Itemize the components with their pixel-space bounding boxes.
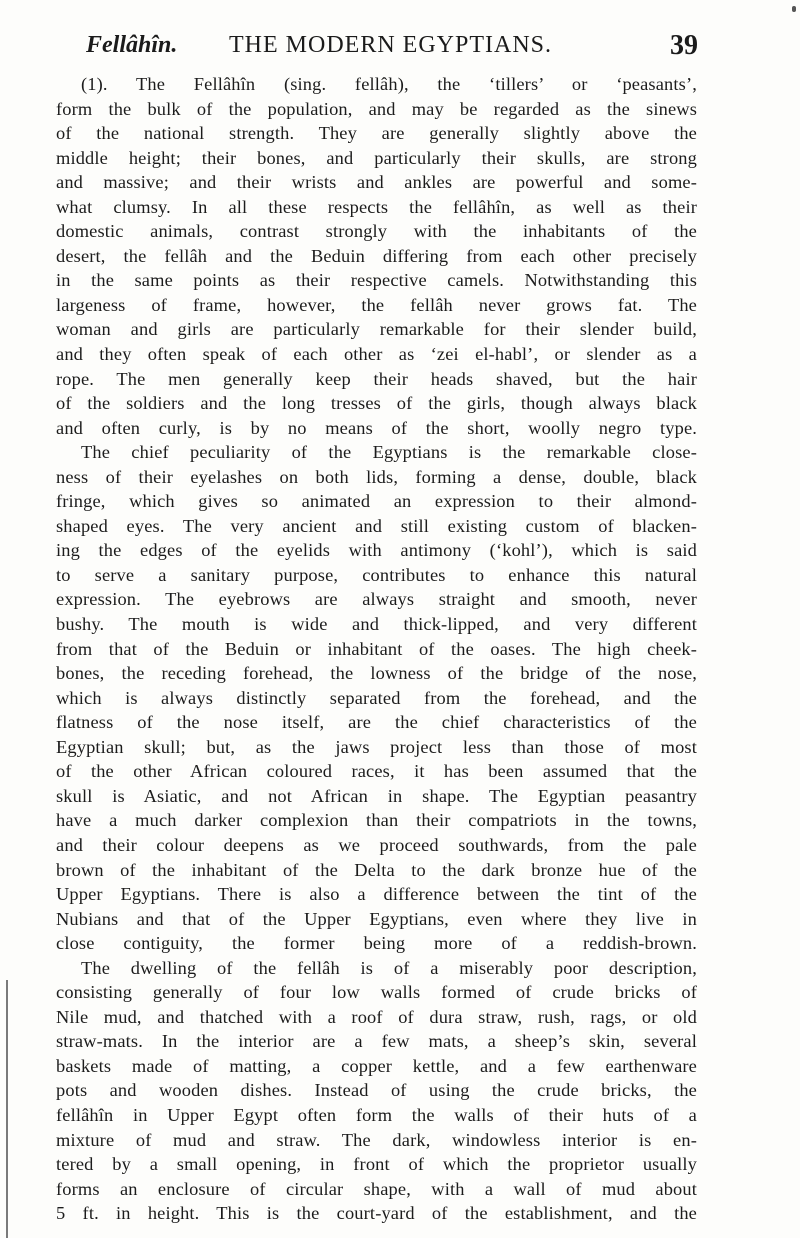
text-line: and massive; and their wrists and ankles are powerful and some- [56, 172, 697, 193]
text-line: rope. The men generally keep their heads shaved, but the hair [56, 368, 697, 389]
text-line: domestic animals, contrast strongly with the inhabitants of the [56, 221, 697, 242]
text-line: and they often speak of each other as ‘zei el-habl’, or slender as a [56, 344, 697, 365]
text-line: Upper Egyptians. There is also a difference between the tint of the [56, 884, 697, 905]
text-line: ing the edges of the eyelids with antimony (‘kohl’), which is said [56, 540, 697, 561]
text-line: forms an enclosure of circular shape, with a wall of mud about [56, 1178, 697, 1199]
page-number: 39 [670, 30, 698, 61]
text-line: brown of the inhabitant of the Delta to the dark bronze hue of the [56, 859, 697, 880]
text-line: pots and wooden dishes. Instead of using the crude bricks, the [56, 1080, 697, 1101]
text-line: tered by a small opening, in front of which the proprietor usually [56, 1154, 697, 1175]
text-line: fringe, which gives so animated an expression to their almond- [56, 491, 697, 512]
header-book-title: THE MODERN EGYPTIANS. [229, 32, 552, 58]
text-line: desert, the fellâh and the Beduin differing from each other precisely [56, 245, 697, 266]
text-line: and often curly, is by no means of the short, woolly negro type. [56, 417, 697, 438]
text-line: (1). The Fellâhîn (sing. fellâh), the ‘tillers’ or ‘peasants’, [81, 74, 697, 94]
text-line: The dwelling of the fellâh is of a miserably poor description, [81, 957, 697, 978]
text-line: consisting generally of four low walls formed of crude bricks of [56, 982, 697, 1003]
text-line: of the other African coloured races, it has been assumed that the [56, 761, 697, 782]
text-line: Egyptian skull; but, as the jaws project less than those of most [56, 736, 697, 757]
text-line: have a much darker complexion than their compatriots in the towns, [56, 810, 697, 831]
text-line: largeness of frame, however, the fellâh never grows fat. The [56, 294, 697, 315]
text-line: in the same points as their respective camels. Notwithstanding this [56, 270, 697, 291]
text-line: what clumsy. In all these respects the fellâhîn, as well as their [56, 196, 697, 217]
text-line: flatness of the nose itself, are the chief characteristics of the [56, 712, 697, 733]
text-line: mixture of mud and straw. The dark, windowless interior is en- [56, 1129, 697, 1150]
text-line: Nubians and that of the Upper Egyptians, even where they live in [56, 908, 697, 929]
text-line: 5 ft. in height. This is the court-yard of the establishment, and the [56, 1203, 697, 1224]
text-line: The chief peculiarity of the Egyptians is the remarkable close- [81, 442, 697, 463]
text-line: skull is Asiatic, and not African in shape. The Egyptian peasantry [56, 785, 697, 806]
text-line: from that of the Beduin or inhabitant of the oases. The high cheek- [56, 638, 697, 659]
ink-speck [792, 6, 796, 12]
text-line: to serve a sanitary purpose, contributes to enhance this natural [56, 564, 697, 585]
text-line: shaped eyes. The very ancient and still existing custom of blacken- [56, 515, 697, 536]
gutter-shadow [6, 980, 8, 1238]
body-text [56, 72, 697, 1226]
text-line: fellâhîn in Upper Egypt often form the walls of their huts of a [56, 1104, 697, 1125]
text-line: of the national strength. They are generally slightly above the [56, 123, 697, 144]
text-line: ness of their eyelashes on both lids, forming a dense, double, black [56, 466, 697, 487]
text-line: expression. The eyebrows are always straight and smooth, never [56, 589, 697, 610]
header-section-title: Fellâhîn. [86, 32, 178, 58]
text-line: of the soldiers and the long tresses of the girls, though always black [56, 393, 697, 414]
text-line: form the bulk of the population, and may be regarded as the sinews [56, 98, 697, 119]
text-line: woman and girls are particularly remarkable for their slender build, [56, 319, 697, 340]
text-line: and their colour deepens as we proceed southwards, from the pale [56, 834, 697, 855]
text-line: baskets made of matting, a copper kettle, and a few earthenware [56, 1055, 697, 1076]
text-line: straw-mats. In the interior are a few mats, a sheep’s skin, several [56, 1031, 697, 1052]
text-line: Nile mud, and thatched with a roof of dura straw, rush, rags, or old [56, 1006, 697, 1027]
running-header [86, 30, 698, 70]
text-line: close contiguity, the former being more of a reddish-brown. [56, 933, 697, 954]
text-line: which is always distinctly separated from the forehead, and the [56, 687, 697, 708]
text-line: bones, the receding forehead, the lowness of the bridge of the nose, [56, 663, 697, 684]
text-line: middle height; their bones, and particularly their skulls, are strong [56, 147, 697, 168]
text-line: bushy. The mouth is wide and thick-lipped, and very different [56, 614, 697, 635]
